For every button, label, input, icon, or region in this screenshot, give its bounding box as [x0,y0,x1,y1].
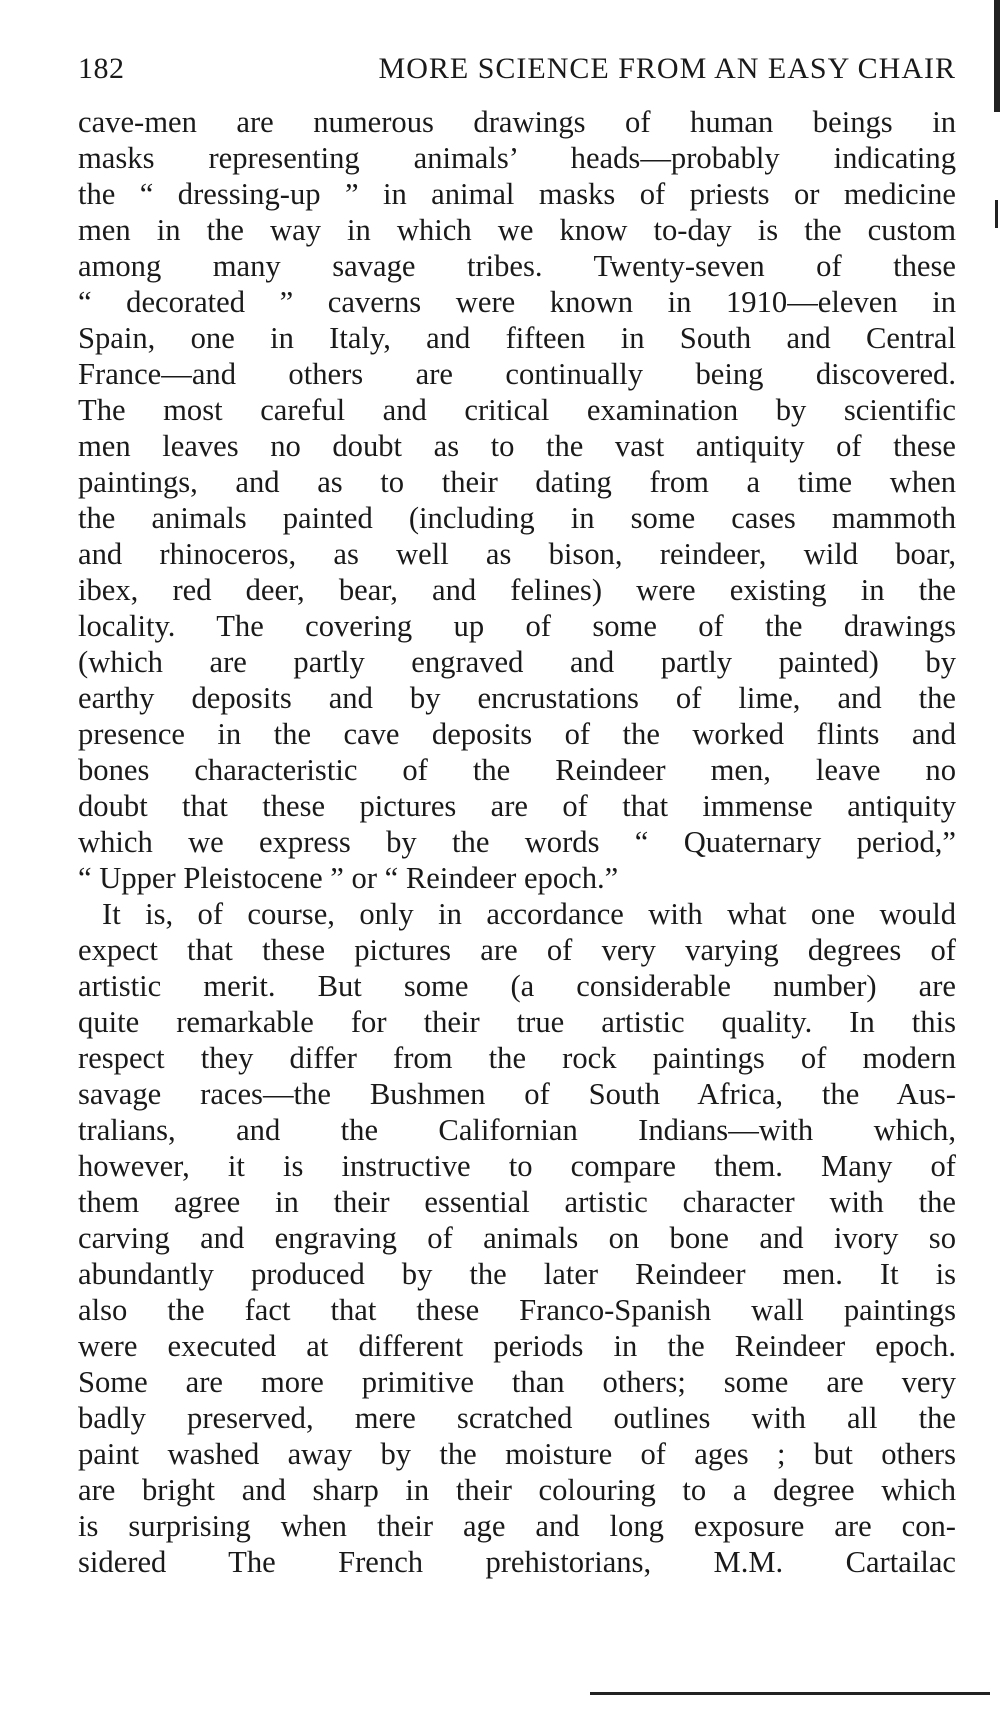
text-line: and rhinoceros, as well as bison, reindeer, wild boar, [78,537,956,571]
text-line: “ Upper Pleistocene ” or “ Reindeer epoch.” [78,861,619,895]
text-line: badly preserved, mere scratched outlines with all the [78,1401,956,1435]
text-line: Some are more primitive than others; some are very [78,1365,956,1399]
text-line: however, it is instructive to compare them. Many of [78,1149,956,1183]
text-line: It is, of course, only in accordance with what one would [102,897,956,931]
page-edge-mark [995,200,998,228]
text-line: France—and others are continually being discovered. [78,357,956,391]
text-line: “ decorated ” caverns were known in 1910—eleven in [78,285,956,319]
text-line: cave-men are numerous drawings of human beings in [78,105,956,139]
text-line: is surprising when their age and long exposure are con- [78,1509,956,1543]
text-line: sidered The French prehistorians, M.M. Cartailac [78,1545,956,1579]
text-line: quite remarkable for their true artistic quality. In this [78,1005,956,1039]
text-line: doubt that these pictures are of that immense antiquity [78,789,956,823]
text-line: paintings, and as to their dating from a time when [78,465,956,499]
paragraph [78,896,956,1580]
text-line: masks representing animals’ heads—probably indicating [78,141,956,175]
text-line: among many savage tribes. Twenty-seven of these [78,249,956,283]
text-line: paint washed away by the moisture of ages ; but others [78,1437,956,1471]
text-line: them agree in their essential artistic character with the [78,1185,956,1219]
page-edge-mark [590,1692,990,1695]
text-line: men in the way in which we know to-day is the custom [78,213,956,247]
text-line: the “ dressing-up ” in animal masks of priests or medicine [78,177,956,211]
running-title: MORE SCIENCE FROM AN EASY CHAIR [378,52,956,85]
text-line: artistic merit. But some (a considerable number) are [78,969,956,1003]
text-line: are bright and sharp in their colouring to a degree which [78,1473,956,1507]
text-line: presence in the cave deposits of the worked flints and [78,717,956,751]
text-line: which we express by the words “ Quaternary period,” [78,825,956,859]
page-number: 182 [78,52,125,85]
text-line: (which are partly engraved and partly painted) by [78,645,956,679]
paragraph [78,104,956,896]
text-line: earthy deposits and by encrustations of lime, and the [78,681,956,715]
text-line: expect that these pictures are of very varying degrees of [78,933,956,967]
text-line: were executed at different periods in the Reindeer epoch. [78,1329,956,1363]
text-line: abundantly produced by the later Reindeer men. It is [78,1257,956,1291]
book-page [78,52,956,1580]
text-line: ibex, red deer, bear, and felines) were existing in the [78,573,956,607]
page-edge-mark [994,0,1000,112]
text-line: bones characteristic of the Reindeer men, leave no [78,753,956,787]
text-line: the animals painted (including in some cases mammoth [78,501,956,535]
text-line: savage races—the Bushmen of South Africa, the Aus- [78,1077,956,1111]
text-line: men leaves no doubt as to the vast antiquity of these [78,429,956,463]
text-line: Spain, one in Italy, and fifteen in South and Central [78,321,956,355]
text-line: respect they differ from the rock paintings of modern [78,1041,956,1075]
text-line: The most careful and critical examination by scientific [78,393,956,427]
running-head [78,52,956,104]
body-text [78,104,956,1580]
text-line: carving and engraving of animals on bone and ivory so [78,1221,956,1255]
text-line: also the fact that these Franco-Spanish wall paintings [78,1293,956,1327]
text-line: locality. The covering up of some of the drawings [78,609,956,643]
text-line: tralians, and the Californian Indians—with which, [78,1113,956,1147]
